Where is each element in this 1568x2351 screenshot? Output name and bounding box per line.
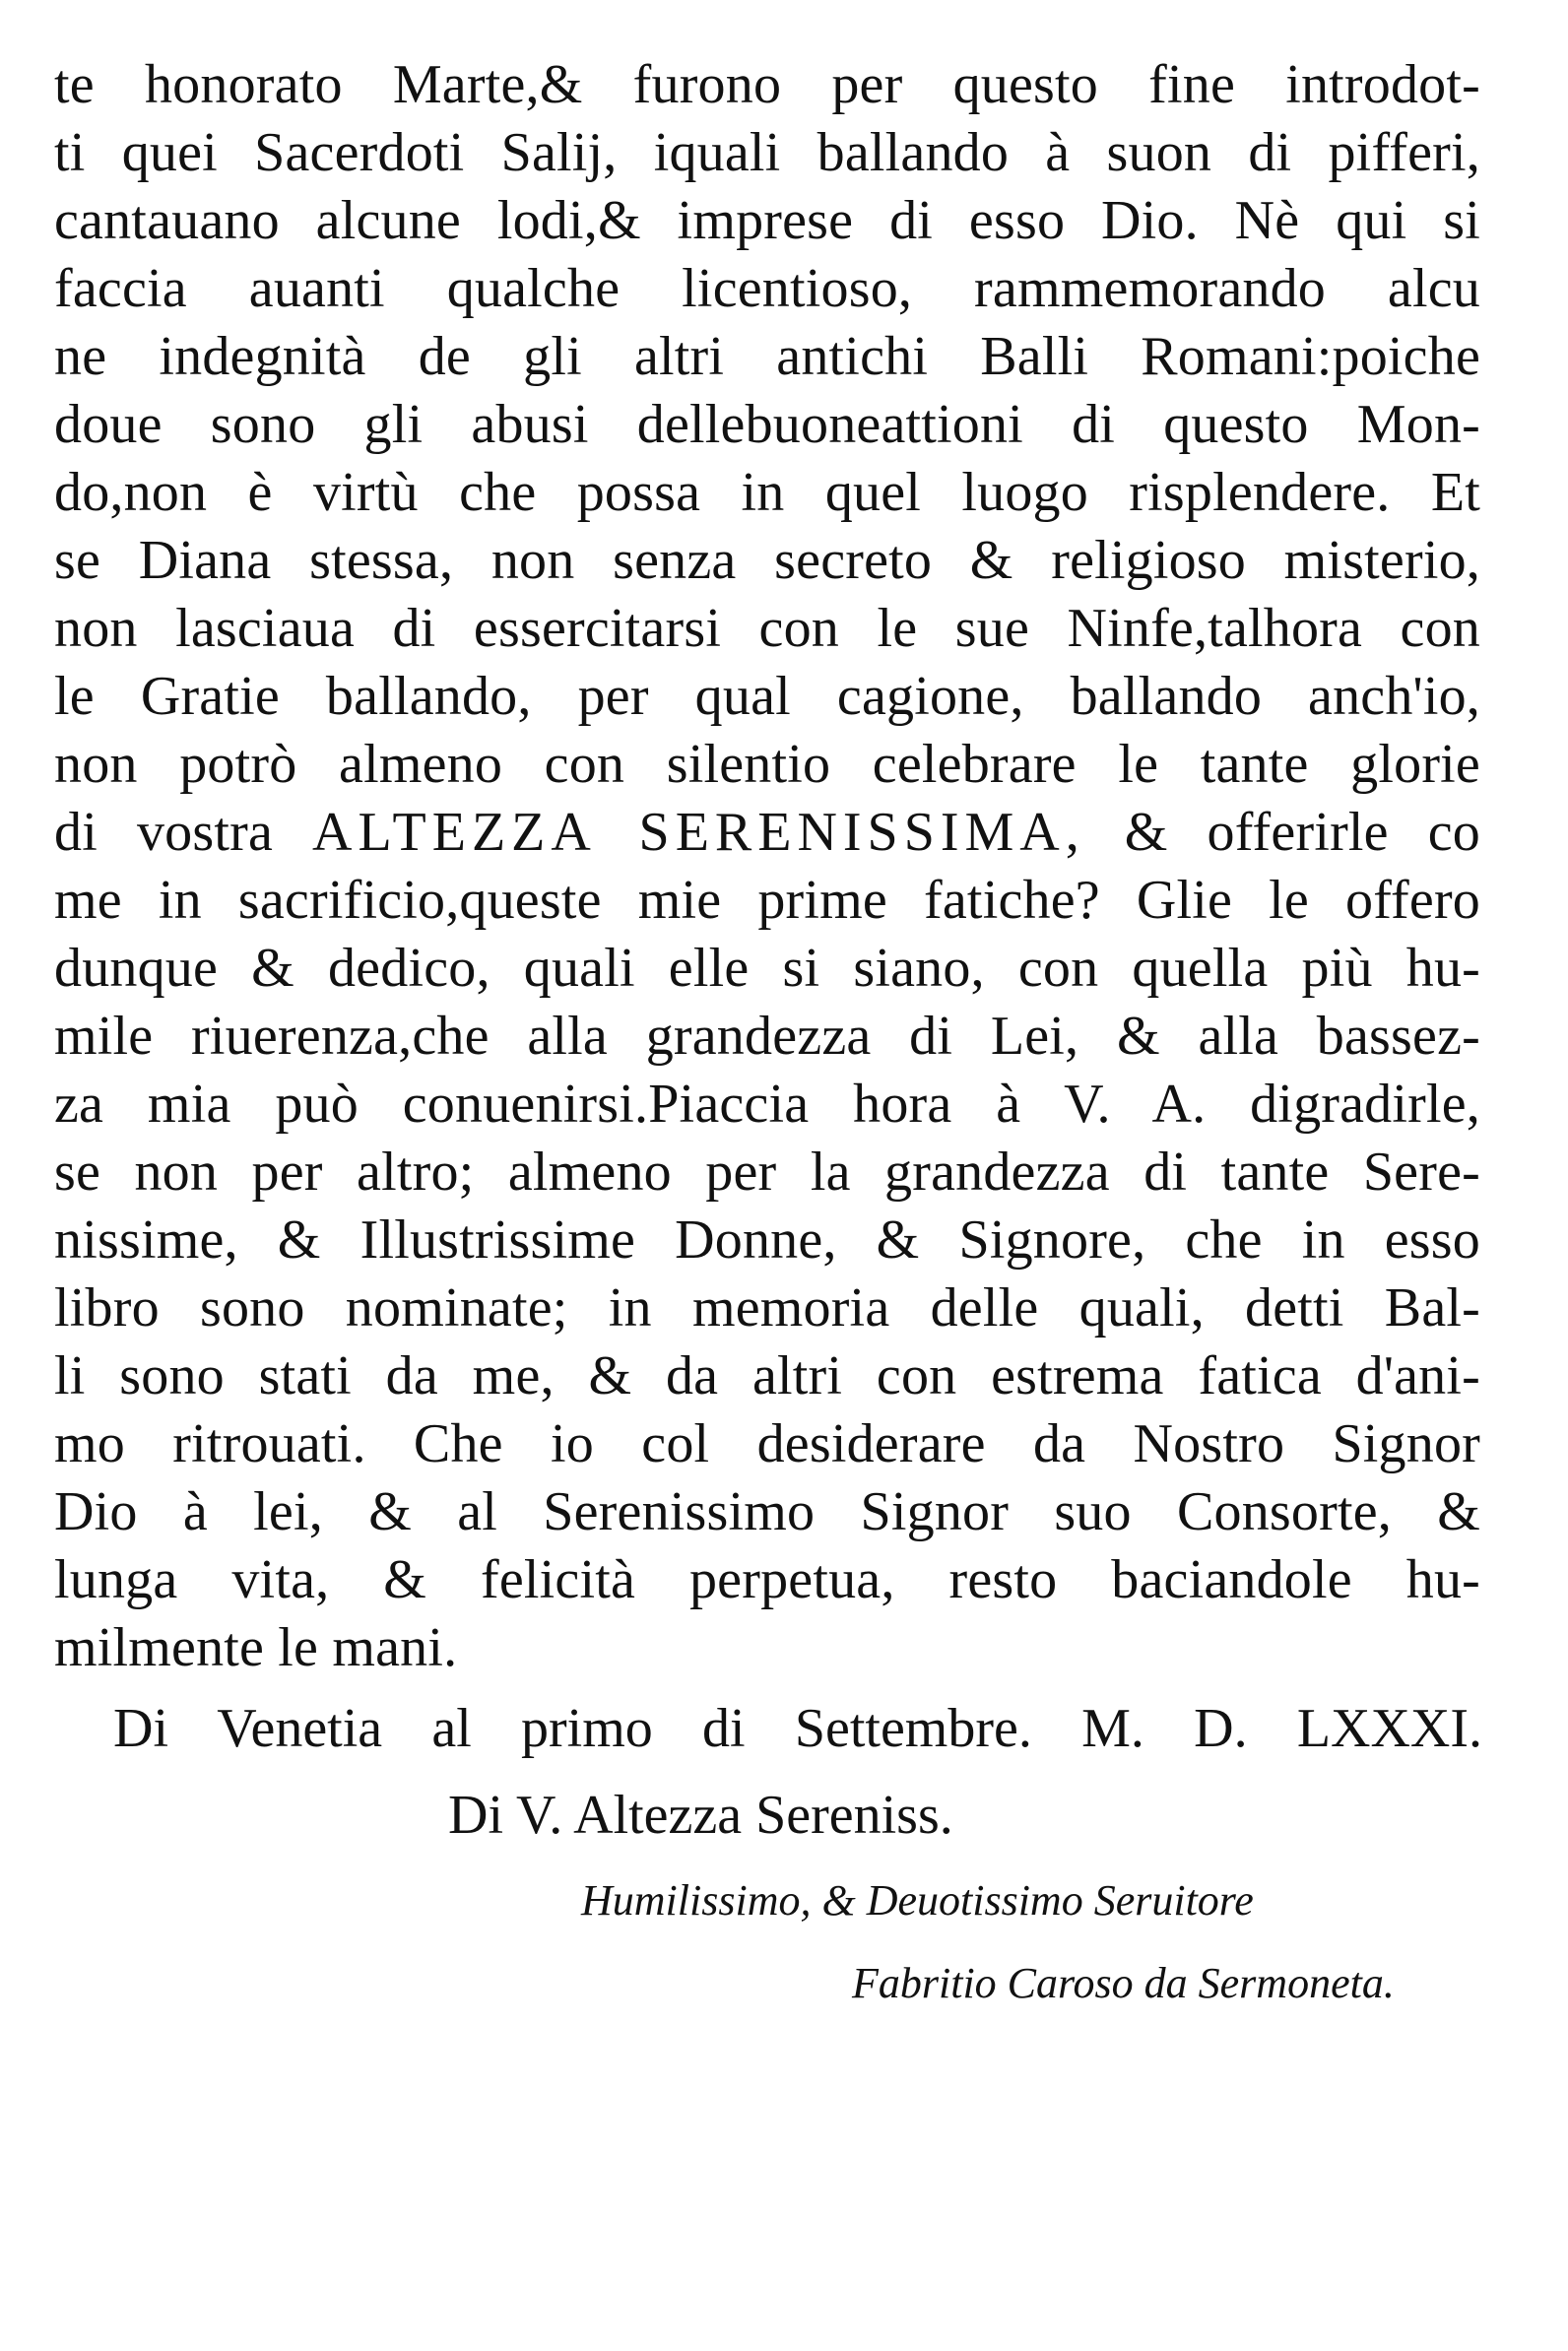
text-line: mile riuerenza,che alla grandezza di Lei, & alla bassez-: [54, 1006, 1480, 1067]
text-line: se non per altro; almeno per la grandezza di tante Sere-: [54, 1142, 1480, 1203]
text-line: Dio à lei, & al Serenissimo Signor suo Consorte, &: [54, 1481, 1480, 1542]
text-line: dunque & dedico, quali elle si siano, con quella più hu-: [54, 938, 1480, 999]
text-line: ti quei Sacerdoti Salij, iquali ballando à suon di pifferi,: [54, 122, 1480, 183]
text-line: cantauano alcune lodi,& imprese di esso Dio. Nè qui si: [54, 190, 1480, 251]
addressee: Di V. Altezza Sereniss.: [448, 1785, 953, 1846]
text-line: lunga vita, & felicità perpetua, resto baciandole hu-: [54, 1549, 1480, 1610]
text-line: libro sono nominate; in memoria delle quali, detti Bal-: [54, 1277, 1480, 1339]
text-line-final: milmente le mani.: [54, 1617, 458, 1678]
text-line: te honorato Marte,& furono per questo fine introdot-: [54, 54, 1480, 115]
text-line: do,non è virtù che possa in quel luogo risplendere. Et: [54, 462, 1480, 523]
signature-author-name: Fabritio Caroso da Sermoneta.: [852, 1959, 1395, 2007]
dedication-title: ALTEZZA SERENISSIMA,: [312, 802, 1085, 863]
dedication-body-text: [54, 51, 1480, 1682]
text-line: ne indegnità de gli altri antichi Balli Romani:poiche: [54, 326, 1480, 387]
dedication-prefix: di vostra: [54, 802, 274, 863]
text-line: le Gratie ballando, per qual cagione, ballando anch'io,: [54, 666, 1480, 727]
dedication-suffix: & offerirle co: [1124, 802, 1481, 863]
text-line: mo ritrouati. Che io col desiderare da Nostro Signor: [54, 1413, 1480, 1474]
text-line: faccia auanti qualche licentioso, rammemorando alcu: [54, 258, 1480, 319]
text-line: za mia può conuenirsi.Piaccia hora à V. A. digradirle,: [54, 1074, 1480, 1135]
signature-humble-servant: Humilissimo, & Deuotissimo Seruitore: [581, 1876, 1254, 1925]
text-line: se Diana stessa, non senza secreto & religioso misterio,: [54, 530, 1480, 591]
text-line: me in sacrificio,queste mie prime fatiche? Glie le offero: [54, 870, 1480, 931]
text-line: nissime, & Illustrissime Donne, & Signore, che in esso: [54, 1209, 1480, 1271]
dedication-title-line: [54, 799, 1480, 867]
text-line: non lasciaua di essercitarsi con le sue Ninfe,talhora con: [54, 598, 1480, 659]
text-line: li sono stati da me, & da altri con estrema fatica d'ani-: [54, 1345, 1480, 1406]
text-line: non potrò almeno con silentio celebrare le tante glorie: [54, 734, 1480, 795]
text-line: doue sono gli abusi dellebuoneattioni di questo Mon-: [54, 394, 1480, 455]
dateline: Di Venetia al primo di Settembre. M. D. LXXXI.: [113, 1698, 1482, 1759]
